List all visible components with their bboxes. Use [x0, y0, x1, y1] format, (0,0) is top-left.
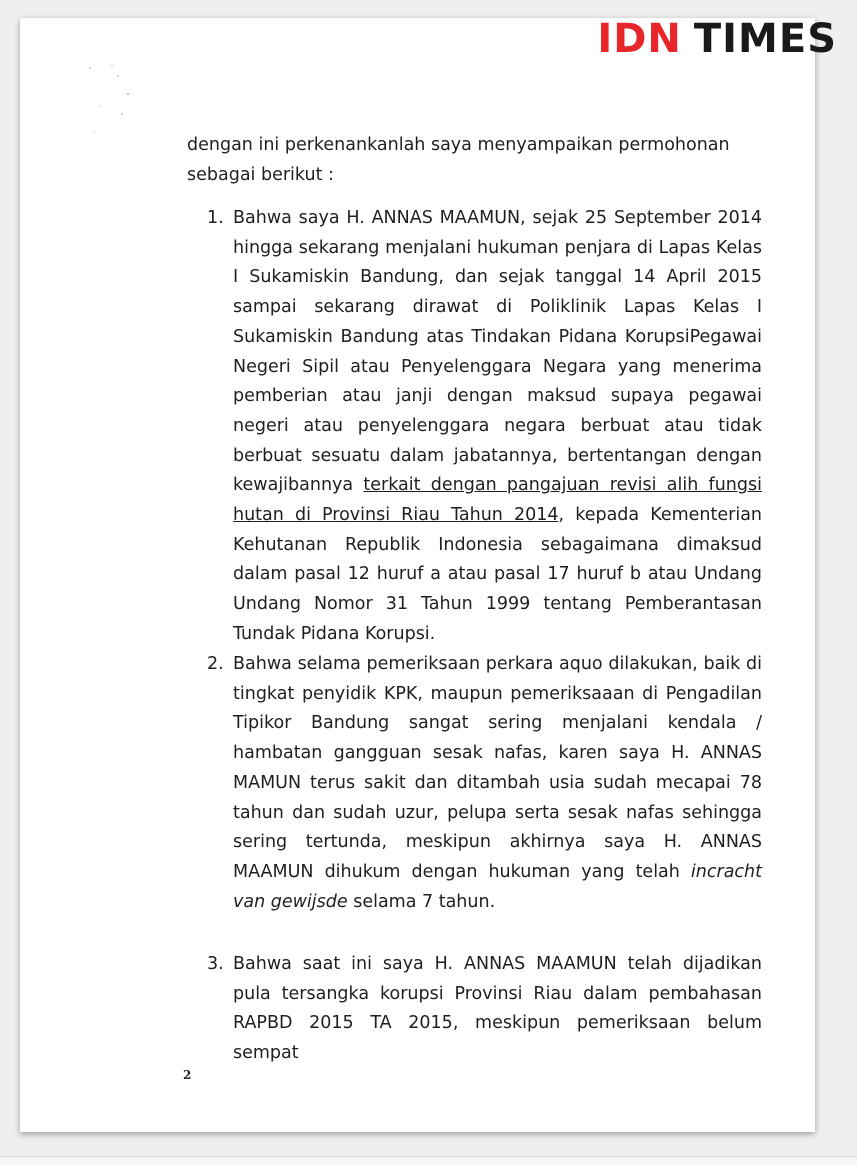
- list-item-number: 1.: [207, 208, 224, 228]
- list-item-text-continued: selama 7 tahun.: [347, 891, 496, 912]
- intro-paragraph: dengan ini perkenankanlah saya menyampaikan permohonan sebagai berikut :: [187, 135, 730, 185]
- list-item-number: 2.: [207, 654, 224, 674]
- list-item-number: 3.: [207, 954, 224, 974]
- idn-times-logo: [597, 16, 837, 62]
- logo-times-text: TIMES: [693, 16, 837, 62]
- page-number: 2: [183, 1068, 192, 1082]
- list-item-text: Bahwa selama pemeriksaan perkara aquo dilakukan, baik di tingkat penyidik KPK, maupun pemeriksaaan di Pengadilan Tipikor Bandung sangat sering menjalani kendala / hambatan gangguan sesak nafas, karen saya H. ANNAS MAMUN terus sakit dan ditambah usia sudah mecapai 78 tahun dan sudah uzur, pelupa serta sesak nafas sehingga sering tertunda, meskipun akhirnya saya H. ANNAS MAAMUN dihukum dengan hukuman yang telah: [233, 654, 762, 882]
- list-item-text: Bahwa saya H. ANNAS MAAMUN, sejak 25 September 2014 hingga sekarang menjalani hukuman penjara di Lapas Kelas I Sukamiskin Bandung, dan sejak tanggal 14 April 2015 sampai sekarang dirawat di Poliklinik Lapas Kelas I Sukamiskin Bandung atas Tindakan Pidana KorupsiPegawai Negeri Sipil atau Penyelenggara Negara yang menerima pemberian atau janji dengan maksud supaya pegawai negeri atau penyelenggara negara berbuat atau tidak berbuat sesuatu dalam jabatannya, bertentangan dengan kewajibannya: [233, 208, 762, 496]
- logo-idn-text: IDN: [597, 16, 682, 62]
- scan-specks: [80, 58, 140, 138]
- document-page: [20, 18, 815, 1132]
- list-item-2: [207, 650, 762, 917]
- list-item-text-continued: , kepada Kementerian Kehutanan Republik Indonesia sebagaimana dimaksud dalam pasal 12 huruf a atau pasal 17 huruf b atau Undang Undang Nomor 31 Tahun 1999 tentang Pemberantasan Tundak Pidana Korupsi.: [233, 505, 763, 644]
- underlined-text: terkait dengan pangajuan revisi alih fungsi hutan di Provinsi Riau Tahun 2014: [233, 475, 762, 526]
- italic-text: incracht van gewijsde: [233, 861, 762, 912]
- list-item-text: Bahwa saat ini saya H. ANNAS MAAMUN telah dijadikan pula tersangka korupsi Provinsi Riau dalam pembahasan RAPBD 2015 TA 2015, meskipun pemeriksaan belum sempat: [233, 954, 762, 1064]
- list-item-1: [207, 204, 762, 650]
- list-item-3: [207, 950, 762, 1069]
